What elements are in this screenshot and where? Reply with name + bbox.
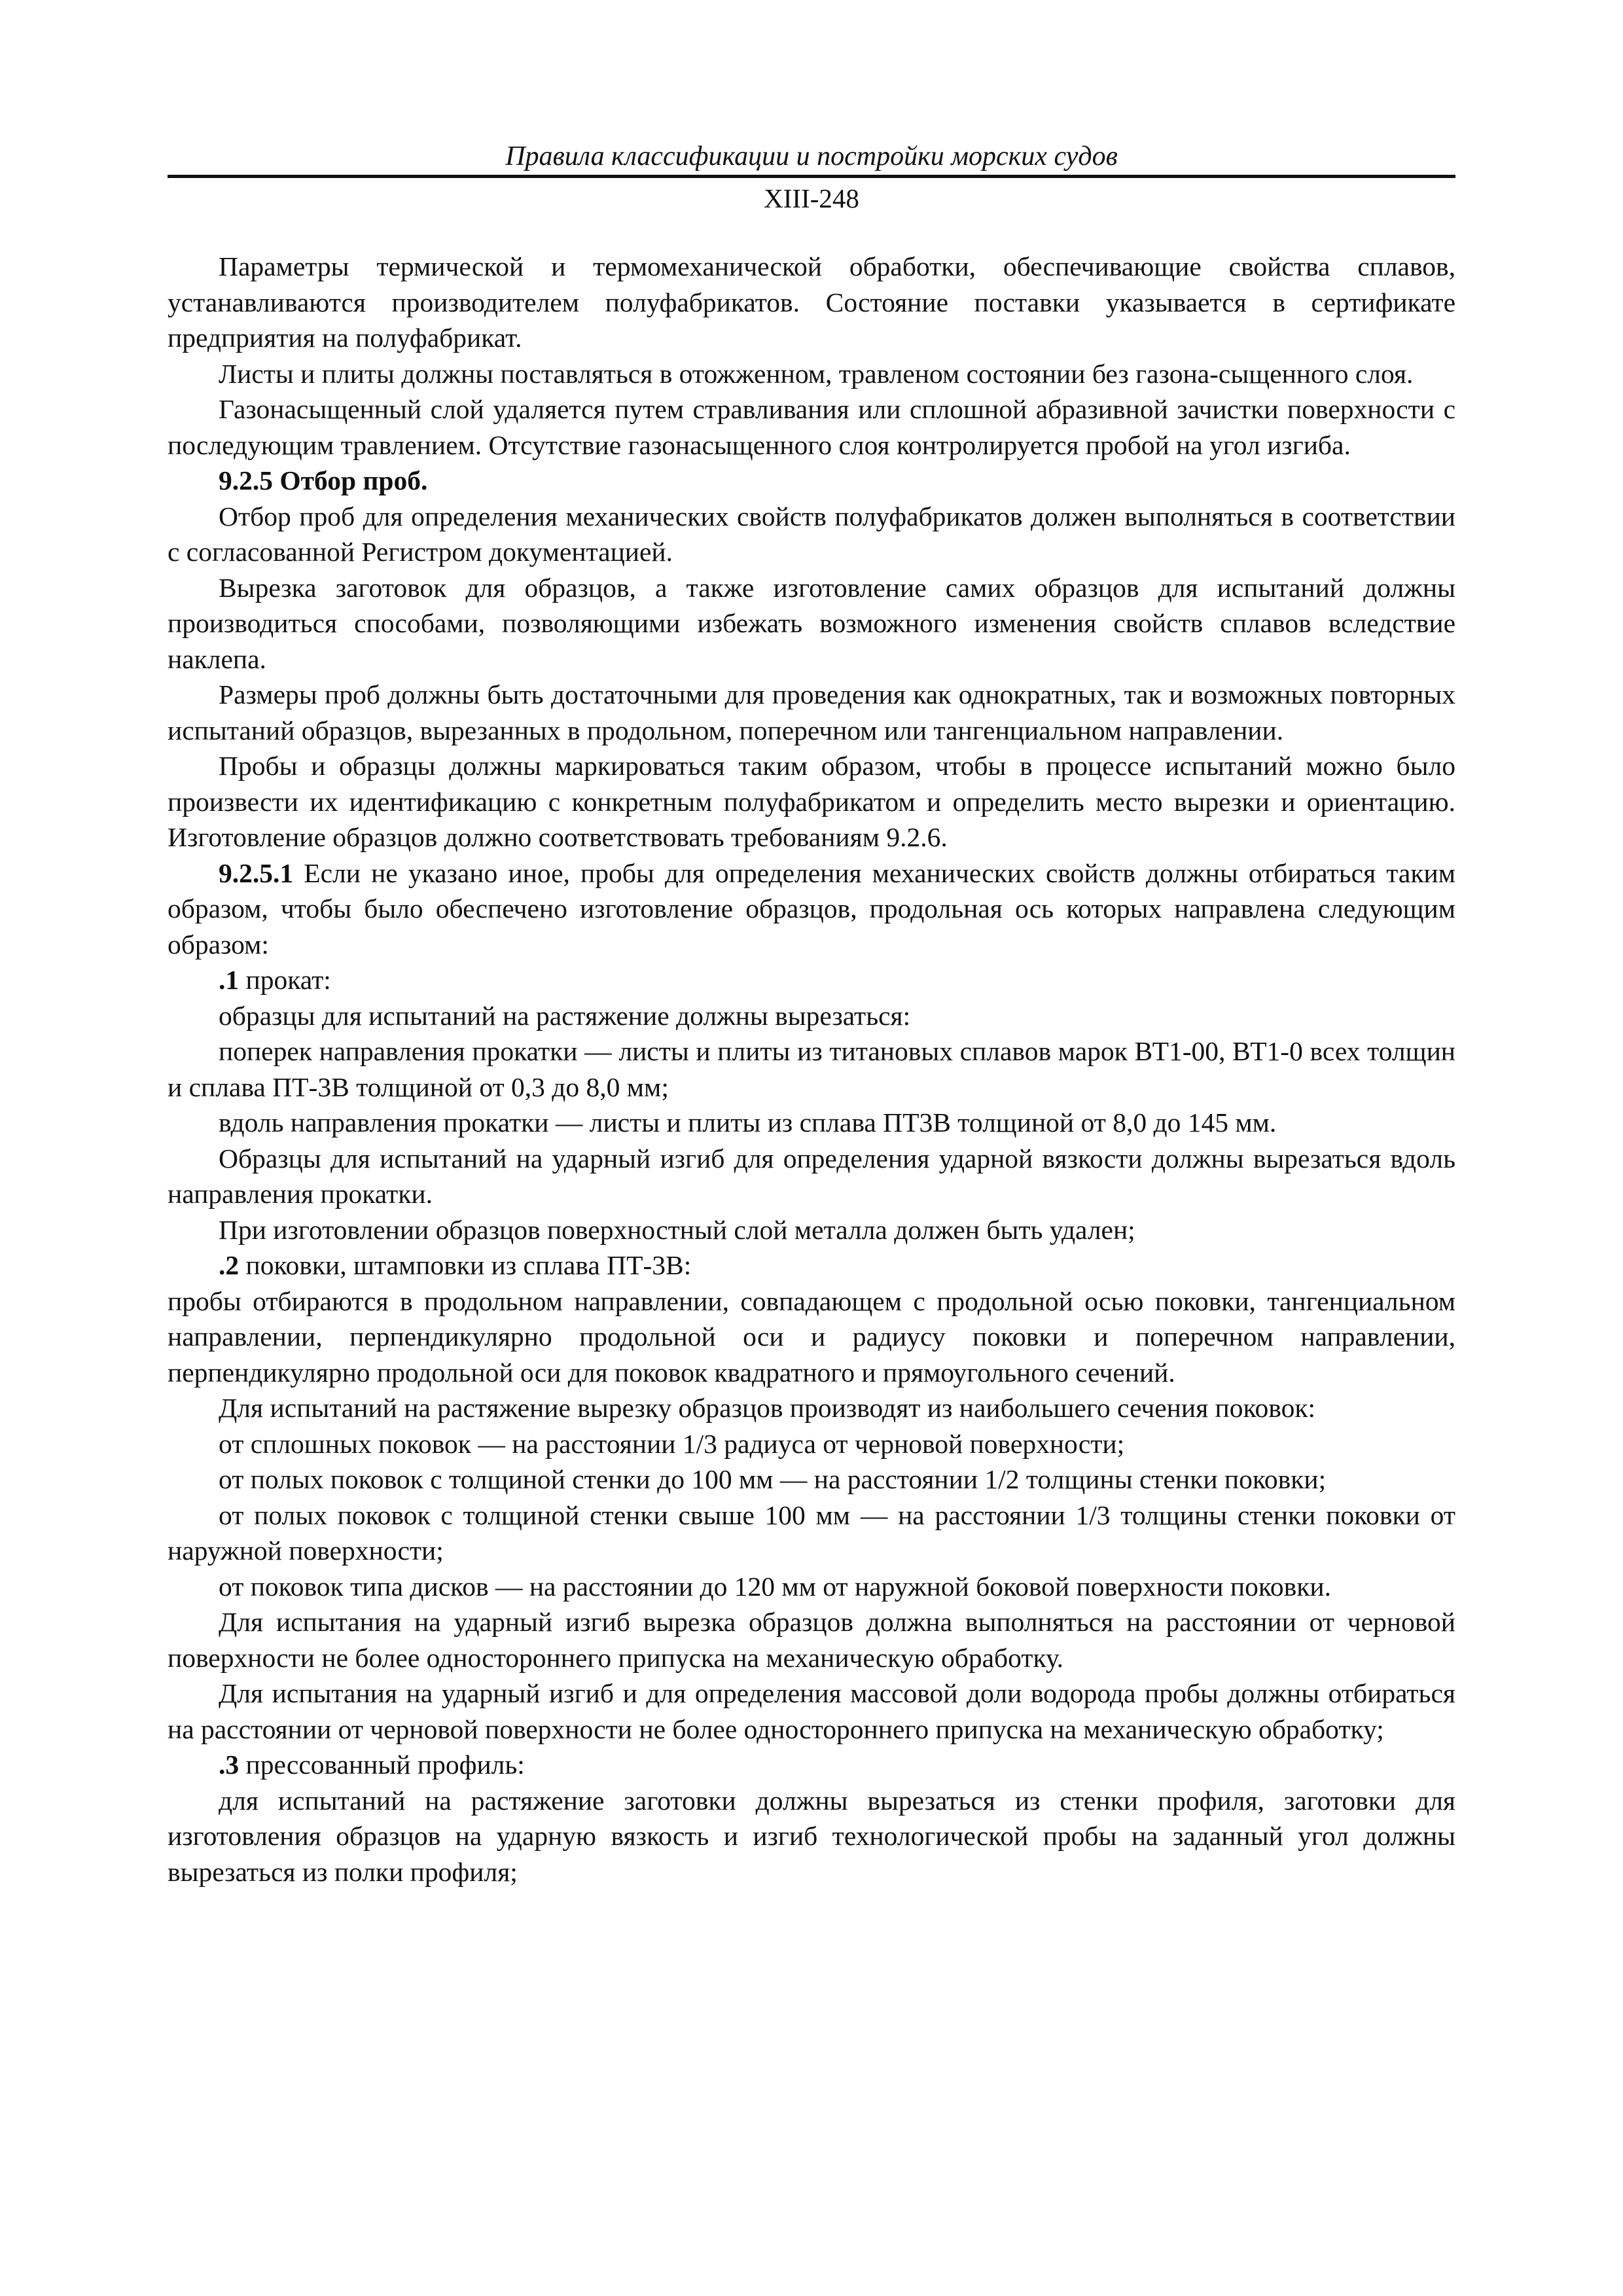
paragraph: от сплошных поковок — на расстоянии 1/3 радиуса от черновой поверхности; xyxy=(219,1428,1125,1459)
running-header-title: Правила классификации и постройки морских судов xyxy=(505,141,1118,171)
section-heading-9-2-5 xyxy=(168,463,1455,499)
paragraph: Для испытания на ударный изгиб и для определения массовой доли водорода пробы должны отбираться на расстоянии от черновой поверхности не более одностороннего припуска на механическую обработку; xyxy=(168,1678,1455,1744)
paragraph: от полых поковок с толщиной стенки до 100 мм — на расстоянии 1/2 толщины стенки поковки; xyxy=(219,1464,1327,1494)
list-item-3 xyxy=(168,1747,1455,1783)
paragraph: от полых поковок с толщиной стенки свыше 100 мм — на расстоянии 1/3 толщины стенки поковки от наружной поверхности; xyxy=(168,1499,1455,1566)
clause-number: 9.2.5.1 xyxy=(219,857,294,888)
paragraph: вдоль направления прокатки — листы и плиты из сплава ПТ3В толщиной от 8,0 до 145 мм. xyxy=(219,1107,1277,1138)
paragraph: от поковок типа дисков — на расстоянии до 120 мм от наружной боковой поверхности поковки. xyxy=(219,1571,1331,1602)
list-item-text: поковки, штамповки из сплава ПТ-3В: xyxy=(239,1250,692,1280)
paragraph: поперек направления прокатки — листы и плиты из титановых сплавов марок ВТ1-00, ВТ1-0 всех толщин и сплава ПТ-3В толщиной от 0,3 до 8,0 мм; xyxy=(168,1036,1455,1102)
paragraph: пробы отбираются в продольном направлении, совпадающем с продольной осью поковки, тангенциальном направлении, перпендикулярно продольной оси и радиусу поковки и поперечном направлении, перпендикулярно продольной оси для поковок квадратного и прямоугольного сечений. xyxy=(168,1285,1455,1388)
list-item-text: прессованный профиль: xyxy=(239,1749,525,1780)
paragraph: Размеры проб должны быть достаточными для проведения как однократных, так и возможных повторных испытаний образцов, вырезанных в продольном, поперечном или тангенциальном направлении. xyxy=(168,679,1455,745)
paragraph: Листы и плиты должны поставляться в отожженном, травленом состоянии без газона-сыщенного слоя. xyxy=(219,358,1414,389)
section-heading-text: 9.2.5 Отбор проб. xyxy=(219,465,428,495)
list-item-number: .3 xyxy=(219,1749,240,1780)
paragraph: Вырезка заготовок для образцов, а также изготовление самих образцов для испытаний должны производиться способами, позволяющими избежать возможного изменения свойств сплавов вследствие наклепа. xyxy=(168,572,1455,674)
page-number: XIII-248 xyxy=(764,183,859,213)
list-item-1 xyxy=(168,962,1455,998)
paragraph: Отбор проб для определения механических свойств полуфабрикатов должен выполняться в соответствии с согласованной Регистром документацией. xyxy=(168,501,1455,567)
document-body xyxy=(168,249,1455,1890)
list-item-text: прокат: xyxy=(239,965,331,995)
paragraph: Газонасыщенный слой удаляется путем стравливания или сплошной абразивной зачистки поверхности с последующим травлением. Отсутствие газонасыщенного слоя контролируется пробой на угол изгиба. xyxy=(168,394,1455,460)
clause-text: Если не указано иное, пробы для определения механических свойств должны отбираться таким образом, чтобы было обеспечено изготовление образцов, продольная ось которых направлена следующим образом: xyxy=(168,857,1455,960)
paragraph: образцы для испытаний на растяжение должны вырезаться: xyxy=(219,1000,911,1031)
paragraph: При изготовлении образцов поверхностный слой металла должен быть удален; xyxy=(219,1214,1135,1245)
paragraph: Для испытаний на растяжение вырезку образцов производят из наибольшего сечения поковок: xyxy=(219,1393,1316,1423)
paragraph: Для испытания на ударный изгиб вырезка образцов должна выполняться на расстоянии от черновой поверхности не более одностороннего припуска на механическую обработку. xyxy=(168,1607,1455,1673)
paragraph: Пробы и образцы должны маркироваться таким образом, чтобы в процессе испытаний можно было произвести их идентификацию с конкретным полуфабрикатом и определить место вырезки и ориентацию. Изготовление образцов должно соответствовать требованиям 9.2.6. xyxy=(168,751,1455,852)
list-item-2 xyxy=(168,1247,1455,1283)
header-divider xyxy=(168,175,1455,178)
paragraph: Параметры термической и термомеханической обработки, обеспечивающие свойства сплавов, устанавливаются производителем полуфабрикатов. Состояние поставки указывается в сертификате предприятия на полуфабрикат. xyxy=(168,251,1455,353)
clause-9-2-5-1 xyxy=(168,855,1455,963)
paragraph: для испытаний на растяжение заготовки должны вырезаться из стенки профиля, заготовки для изготовления образцов на ударную вязкость и изгиб технологической пробы на заданный угол должны вырезаться из полки профиля; xyxy=(168,1785,1455,1887)
list-item-number: .2 xyxy=(219,1250,240,1280)
list-item-number: .1 xyxy=(219,965,240,995)
paragraph: Образцы для испытаний на ударный изгиб для определения ударной вязкости должны вырезаться вдоль направления прокатки. xyxy=(168,1143,1455,1209)
